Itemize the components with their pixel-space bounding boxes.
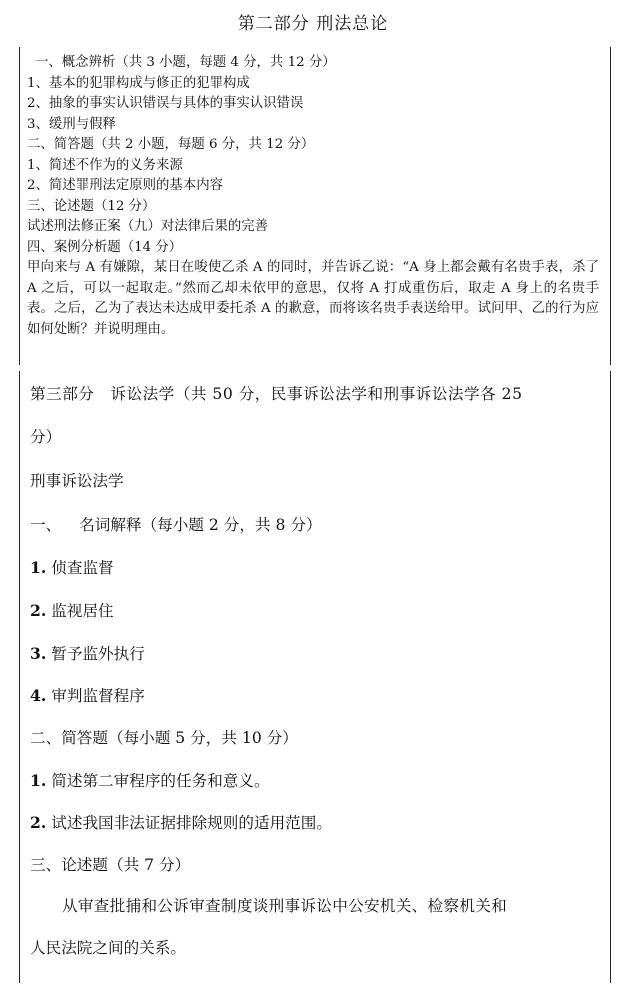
part3-subject: 刑事诉讼法学 (30, 472, 124, 490)
item-number: 1. (30, 771, 47, 790)
part3-title-text: 诉讼法学（共 50 分，民事诉讼法学和刑事诉讼法学各 25 (110, 385, 523, 403)
part2-concept-item-1: 1、基本的犯罪构成与修正的犯罪构成 (27, 75, 250, 91)
section3-heading: 三、论述题（共 7 分） (30, 856, 191, 874)
part2-heading-short-answer: 二、简答题（共 2 小题，每题 6 分，共 12 分） (27, 137, 315, 152)
part2-title: 第二部分 刑法总论 (237, 14, 389, 34)
part2-heading-essay: 三、论述题（12 分） (27, 198, 156, 214)
item-number: 4. (30, 686, 47, 705)
item-text: 监视居住 (51, 602, 114, 620)
section1-heading (30, 513, 322, 535)
item-number: 2. (30, 601, 47, 620)
part2-concept-item-2: 2、抽象的事实认识错误与具体的事实认识错误 (27, 96, 304, 111)
item-number: 2. (30, 813, 47, 832)
section1-item (30, 684, 145, 706)
part2-heading-case: 四、案例分析题（14 分） (27, 239, 183, 255)
item-text: 暂予监外执行 (51, 645, 145, 663)
section1-heading-num: 一、 (30, 516, 62, 534)
part2-case-text: 甲向来与 A 有嫌隙，某日在唆使乙杀 A 的同时，并告诉乙说：“A 身上都会戴有名贵手表，杀了 A 之后，可以一起取走。”然而乙却未依甲的意思，仅将 A 打成重伤后，取走 A 身上的名贵手表。之后，乙为了表达未达成甲委托杀 A 的歉意，而将该名贵手表送给甲。试问甲、乙的行为应如何处断？并说明理由。 (27, 260, 599, 337)
item-text: 审判监督程序 (51, 687, 145, 705)
part2-short-item-2: 2、简述罪刑法定原则的基本内容 (27, 178, 223, 193)
item-number: 1. (30, 558, 47, 577)
section2-heading: 二、简答题（每小题 5 分，共 10 分） (30, 729, 298, 747)
section3-paragraph-line2: 人民法院之间的关系。 (30, 939, 186, 957)
section3-paragraph-line1: 从审查批捕和公诉审查制度谈刑事诉讼中公安机关、检察机关和 (62, 897, 508, 915)
part3-title-label: 第三部分 (30, 385, 95, 403)
item-number: 3. (30, 644, 47, 663)
item-text: 简述第二审程序的任务和意义。 (51, 772, 270, 790)
part2-essay-item: 试述刑法修正案（九）对法律后果的完善 (27, 219, 269, 234)
item-text: 侦查监督 (51, 559, 114, 577)
part3-box (19, 371, 611, 983)
part2-concept-item-3: 3、缓刑与假释 (27, 116, 116, 132)
section1-item (30, 556, 114, 578)
section2-item (30, 811, 332, 833)
section1-item (30, 642, 145, 664)
section1-heading-text: 名词解释（每小题 2 分，共 8 分） (79, 516, 322, 534)
part2-heading-concepts: 一、概念辨析（共 3 小题，每题 4 分，共 12 分） (35, 55, 336, 70)
part2-content (27, 53, 599, 340)
part3-title-line1 (30, 382, 600, 404)
part3-title-line2: 分） (30, 428, 62, 446)
section1-item (30, 599, 114, 621)
item-text: 试述我国非法证据排除规则的适用范围。 (51, 814, 332, 832)
part2-short-item-1: 1、简述不作为的义务来源 (27, 157, 183, 173)
section2-item (30, 769, 270, 791)
